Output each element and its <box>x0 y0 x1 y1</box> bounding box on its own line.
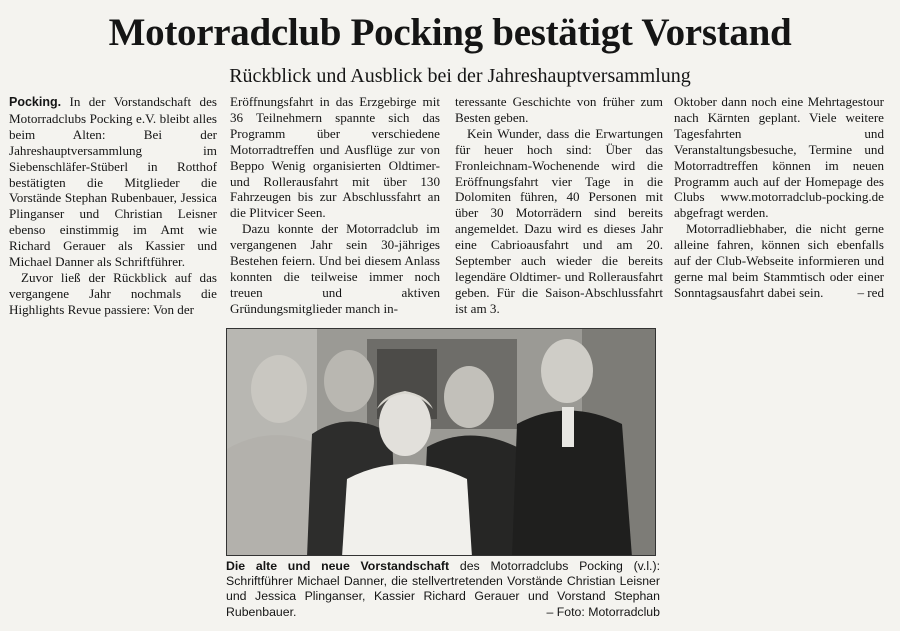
article-column-3 <box>455 94 663 317</box>
article-column-1 <box>9 94 217 318</box>
subheadline: Rückblick und Ausblick bei der Jahreshauptversammlung <box>229 65 691 87</box>
dateline: Pocking. <box>9 95 62 109</box>
paragraph: Eröffnungsfahrt in das Erzgebirge mit 36 Teilnehmern spannte sich das Programm über verschiedene Motorradtreffen und Ausflüge zur von Beppo Wenig organisierten Oldtimer- und Rollerausfahrt mit über 130 Fahrzeugen bis zur Abschlussfahrt an die Plitvicer Seen. <box>230 94 440 221</box>
group-photo <box>226 328 656 556</box>
headline: Motorradclub Pocking bestätigt Vorstand <box>108 11 792 54</box>
paragraph: Dazu konnte der Motorradclub im vergangenen Jahr sein 30-jähriges Bestehen feiern. Und bei diesem Anlass konnten die teilweise immer noch treuen und aktiven Gründungsmitglieder manch in- <box>230 221 440 316</box>
photo-caption <box>226 559 660 620</box>
paragraph-text: Motorradliebhaber, die nicht gerne alleine fahren, können sich ebenfalls auf der Club-Webseite informieren und gerne mal beim Stammtisch oder einer Sonntagsausfahrt dabei sein. <box>674 221 884 300</box>
caption-text: des Motorradclubs Pocking (v.l.): Schriftführer Michael Danner, die stellvertretenden Vorstände Christian Leisner und Jessica Plinganser, Kassier Richard Gerauer und Vorstand Stephan Rubenbauer. <box>226 559 660 619</box>
paragraph: Zuvor ließ der Rückblick auf das vergangene Jahr nochmals die Highlights Revue passiere: Von der <box>9 269 217 317</box>
article-column-4 <box>674 94 884 301</box>
article-column-2 <box>230 94 440 317</box>
paragraph-text: In der Vorstandschaft des Motorradclubs Pocking e.V. bleibt alles beim Alten: Bei der Jahreshauptversammlung im Siebenschläfer-Stüberl in Rotthof bestätigten die Mitglieder die Vorstände Stephan Rubenbauer, Jessica Plinganser und Christian Leisner ebenso einstimmig im Amt wie Richard Gerauer als Kassier und Michael Danner als Schriftführer. <box>9 94 217 270</box>
paragraph: Kein Wunder, dass die Erwartungen für heuer hoch sind: Über das Fronleichnam-Wochenende wird die Eröffnungsfahrt vier Tage in die Dolomiten führen, 40 Personen mit über 30 Motorrädern sind bereits angemeldet. Dazu wird es dieses Jahr eine Cabrioausfahrt und am 20. September auch wieder die bereits legendäre Oldtimer- und Rollerausfahrt geben. Für die Saison-Abschlussfahrt ist am 3. <box>455 125 663 316</box>
photo-credit: – Foto: Motorradclub <box>546 604 660 619</box>
caption-lead: Die alte und neue Vorstandschaft <box>226 559 450 573</box>
paragraph: Oktober dann noch eine Mehrtagestour nach Kärnten geplant. Viele weitere Tagesfahrten und Veranstaltungsbesuche, Termine und Motorradtreffen können im neuen Programm auch auf der Homepage des Clubs www.motorradclub-pocking.de abgefragt werden. <box>674 94 884 221</box>
paragraph: teressante Geschichte von früher zum Besten geben. <box>455 94 663 125</box>
author-signature: – red <box>857 284 884 300</box>
group-photo-illustration <box>227 329 656 556</box>
paragraph <box>9 94 217 270</box>
paragraph <box>674 221 884 301</box>
